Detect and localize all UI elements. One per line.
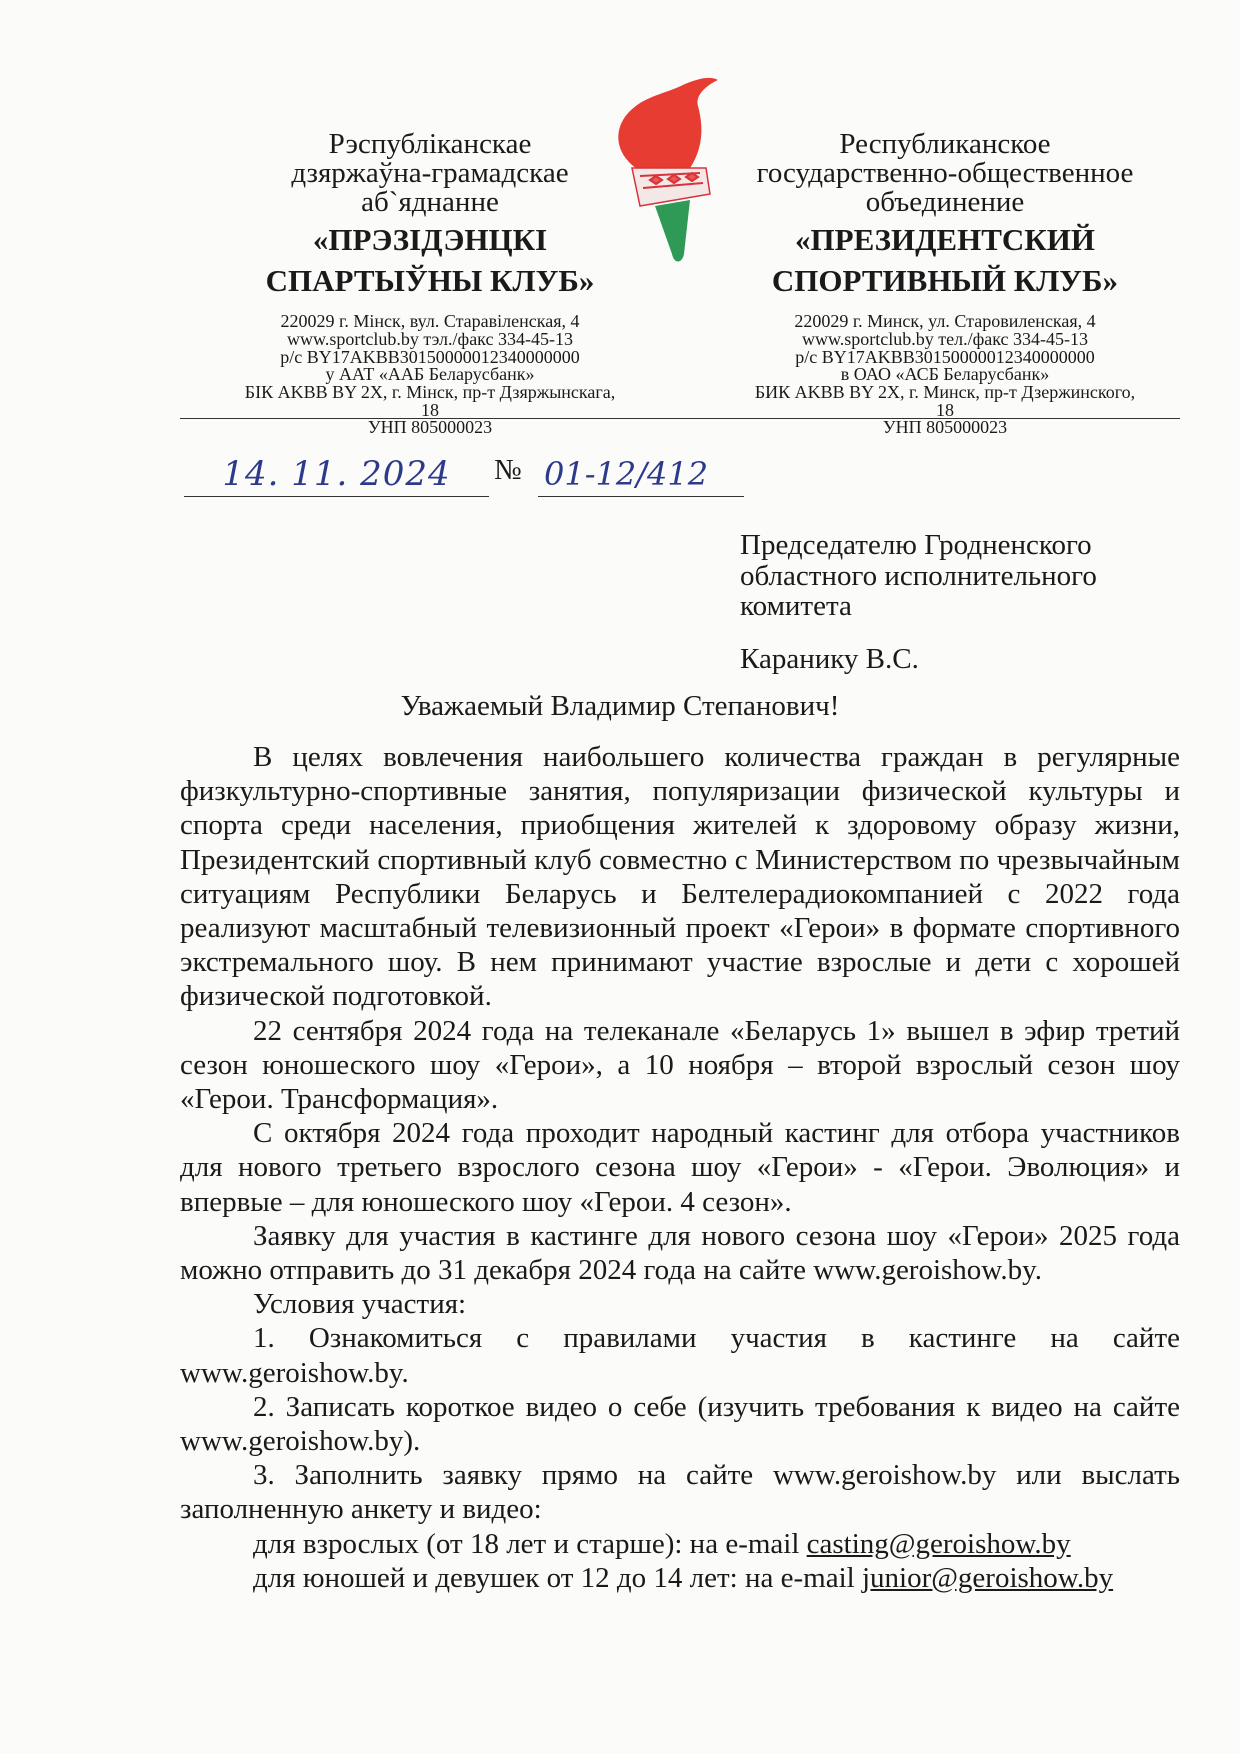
address-line: 18 [421, 399, 439, 420]
number-sign: № [494, 454, 522, 486]
org-name-line: «ПРЕЗИДЕНТСКИЙ [795, 222, 1095, 257]
org-type-line: объединение [865, 186, 1025, 218]
address-line: 220029 г. Мінск, вул. Старавіленская, 4 [280, 311, 580, 332]
salutation: Уважаемый Владимир Степанович! [400, 690, 840, 722]
address-line: БИК AKBB BY 2X, г. Минск, пр-т Дзержинского, [754, 381, 1136, 402]
torch-logo-icon [610, 76, 720, 266]
juniors-contact [180, 1561, 1180, 1595]
letter-body [180, 740, 1180, 1595]
org-name-line: «ПРЭЗІДЭНЦКІ [312, 222, 548, 257]
org-type-line: государственно-общественное [756, 157, 1134, 189]
letterhead-left [190, 130, 670, 437]
address-line: 18 [936, 399, 954, 420]
adults-email-link[interactable]: casting@geroishow.by [806, 1527, 1071, 1560]
addressee-name: Каранику В.С. [740, 643, 919, 676]
adults-contact-label: для взрослых (от 18 лет и старше): на e-mail [253, 1527, 807, 1560]
condition-item: 1. Ознакомиться с правилами участия в кастинге на сайте www.geroishow.by. [180, 1322, 1180, 1389]
address-line: у ААТ «ААБ Беларусбанк» [325, 364, 535, 385]
org-type-line: Рэспубліканскае [328, 128, 532, 160]
org-type-line: Республиканское [839, 128, 1051, 160]
address-line: УНП 805000023 [367, 417, 493, 438]
condition-item: 2. Записать короткое видео о себе (изучить требования к видео на сайте www.geroishow.by). [180, 1390, 1180, 1458]
body-paragraph: С октября 2024 года проходит народный кастинг для отбора участников для нового третьего взрослого сезона шоу «Герои» - «Герои. Эволюция» и впервые – для юношеского шоу «Герои. 4 сезон». [180, 1117, 1180, 1218]
addressee-block [740, 530, 1097, 675]
conditions-title: Условия участия: [253, 1288, 467, 1321]
body-paragraph: 22 сентября 2024 года на телеканале «Беларусь 1» вышел в эфир третий сезон юношеского шоу «Герои», а 10 ноября – второй взрослый сезон шоу «Герои. Трансформация». [180, 1014, 1180, 1116]
address-line: 220029 г. Минск, ул. Старовиленская, 4 [794, 311, 1096, 332]
addressee-line: Председателю Гродненского [740, 529, 1092, 561]
address-line: УНП 805000023 [882, 417, 1008, 438]
addressee-line: комитета [740, 590, 852, 623]
address-line: www.sportclub.by тел./факс 334-45-13 [801, 329, 1089, 349]
address-line: в ОАО «АСБ Беларусбанк» [840, 364, 1050, 385]
address-line: БІК AKBB BY 2X, г. Мінск, пр-т Дзяржынскага, [244, 381, 616, 402]
registration-line [184, 452, 744, 496]
org-name-line: СПОРТИВНЫЙ КЛУБ» [771, 263, 1119, 299]
address-line: р/с BY17AKBB30150000012340000000 [795, 346, 1095, 367]
juniors-contact-label: для юношей и девушек от 12 до 14 лет: на e-mail [253, 1561, 862, 1594]
address-line: р/с BY17AKBB30150000012340000000 [280, 346, 580, 367]
address-line: www.sportclub.by тэл./факс 334-45-13 [287, 329, 573, 349]
org-type-line: аб`яднанне [361, 186, 499, 218]
org-name-line: СПАРТЫЎНЫ КЛУБ» [265, 263, 595, 299]
letterhead-right [710, 130, 1180, 437]
condition-item: 3. Заполнить заявку прямо на сайте www.geroishow.by или выслать заполненную анкету и видео: [180, 1459, 1180, 1526]
adults-contact [180, 1527, 1180, 1561]
juniors-email-link[interactable]: junior@geroishow.by [861, 1561, 1114, 1594]
registration-number: 01-12/412 [538, 452, 744, 497]
org-type-line: дзяржаўна-грамадскае [291, 157, 569, 189]
body-paragraph: В целях вовлечения наибольшего количества граждан в регулярные физкультурно-спортивные занятия, популяризации физической культуры и спорта среди населения, приобщения жителей к здоровому образу жизни, Президентский спортивный клуб совместно с Министерством по чрезвычайным ситуациям Республики Беларусь и Белтелерадиокомпанией с 2022 года реализуют масштабный телевизионный проект «Герои» в формате спортивного экстремального шоу. В нем принимают участие взрослые и дети с хорошей физической подготовкой. [180, 741, 1180, 1013]
body-paragraph: Заявку для участия в кастинге для нового сезона шоу «Герои» 2025 года можно отправить до 31 декабря 2024 года на сайте www.geroishow.by. [180, 1219, 1180, 1287]
letterhead-divider [180, 418, 1180, 419]
addressee-line: областного исполнительного [740, 559, 1097, 592]
registration-date: 14. 11. 2024 [184, 452, 489, 497]
